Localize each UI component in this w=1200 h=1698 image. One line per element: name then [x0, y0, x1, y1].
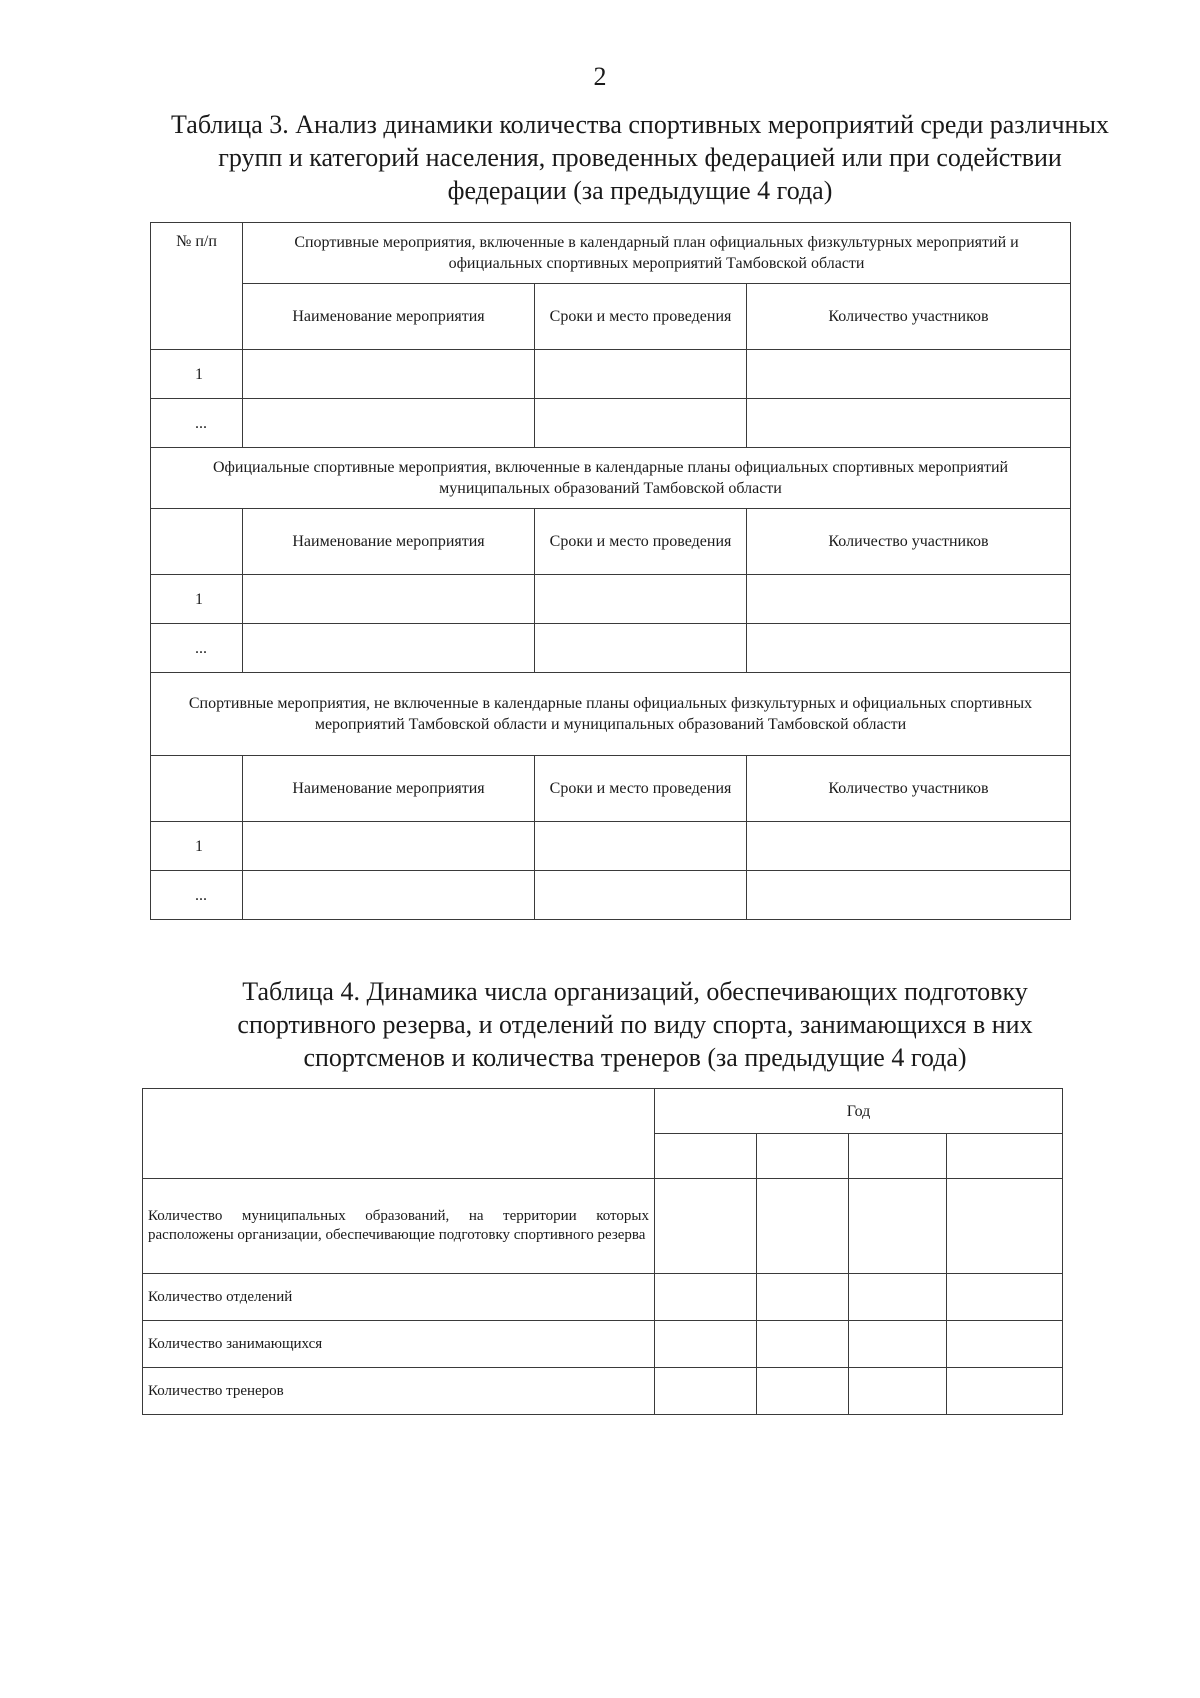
table-row: [143, 1274, 1063, 1321]
year-cell[interactable]: [947, 1134, 1063, 1179]
participants-cell[interactable]: [747, 575, 1071, 624]
event-name-cell[interactable]: [243, 350, 535, 399]
row-number: 1: [151, 575, 243, 624]
table-3-column-headers: [151, 756, 1071, 822]
table-row: [151, 350, 1071, 399]
value-cell[interactable]: [655, 1368, 757, 1415]
value-cell[interactable]: [655, 1321, 757, 1368]
col-header-time-place: Сроки и место проведения: [535, 509, 747, 575]
table-3-caption: Таблица 3. Анализ динамики количества спортивных мероприятий среди различных групп и категорий населения, проведенных федерацией или при содействии федерации (за предыдущие 4 года): [171, 110, 1109, 205]
event-name-cell[interactable]: [243, 575, 535, 624]
value-cell[interactable]: [849, 1274, 947, 1321]
value-cell[interactable]: [849, 1321, 947, 1368]
col-header-participants: Количество участников: [747, 509, 1071, 575]
year-cell[interactable]: [655, 1134, 757, 1179]
time-place-cell[interactable]: [535, 575, 747, 624]
table-row: [151, 822, 1071, 871]
value-cell[interactable]: [757, 1179, 849, 1274]
row-label-coaches: Количество тренеров: [143, 1368, 655, 1415]
table-row: [151, 399, 1071, 448]
time-place-cell[interactable]: [535, 350, 747, 399]
table-3-section-2-header: [151, 448, 1071, 509]
year-cell[interactable]: [849, 1134, 947, 1179]
col-header-participants: Количество участников: [747, 756, 1071, 822]
value-cell[interactable]: [849, 1179, 947, 1274]
participants-cell[interactable]: [747, 871, 1071, 920]
value-cell[interactable]: [947, 1274, 1063, 1321]
col-header-time-place: Сроки и место проведения: [535, 284, 747, 350]
row-number: ...: [151, 399, 243, 448]
col-header-name: Наименование мероприятия: [243, 756, 535, 822]
time-place-cell[interactable]: [535, 624, 747, 673]
table-3: [150, 222, 1071, 920]
value-cell[interactable]: [757, 1368, 849, 1415]
col-header-participants: Количество участников: [747, 284, 1071, 350]
participants-cell[interactable]: [747, 822, 1071, 871]
row-label-municipalities: Количество муниципальных образований, на территории которых расположены организации, обеспечивающие подготовку спортивного резерва: [143, 1179, 655, 1274]
value-cell[interactable]: [947, 1368, 1063, 1415]
time-place-cell[interactable]: [535, 822, 747, 871]
empty-num-cell: [151, 509, 243, 575]
table-4-caption: Таблица 4. Динамика числа организаций, обеспечивающих подготовку спортивного резерва, и отделений по виду спорта, занимающихся в них спортсменов и количества тренеров (за предыдущие 4 года): [237, 977, 1033, 1072]
section-1-title: Спортивные мероприятия, включенные в календарный план официальных физкультурных мероприятий и официальных спортивных мероприятий Тамбовской области: [243, 223, 1071, 284]
value-cell[interactable]: [655, 1274, 757, 1321]
year-header: Год: [655, 1089, 1063, 1134]
col-header-name: Наименование мероприятия: [243, 284, 535, 350]
table-3-section-3-header: [151, 673, 1071, 756]
col-header-time-place: Сроки и место проведения: [535, 756, 747, 822]
value-cell[interactable]: [757, 1274, 849, 1321]
year-cell[interactable]: [757, 1134, 849, 1179]
page-number: 2: [593, 62, 607, 91]
event-name-cell[interactable]: [243, 624, 535, 673]
table-4-year-header: [143, 1089, 1063, 1134]
value-cell[interactable]: [655, 1179, 757, 1274]
time-place-cell[interactable]: [535, 399, 747, 448]
col-header-name: Наименование мероприятия: [243, 509, 535, 575]
row-label-participants: Количество занимающихся: [143, 1321, 655, 1368]
value-cell[interactable]: [849, 1368, 947, 1415]
time-place-cell[interactable]: [535, 871, 747, 920]
participants-cell[interactable]: [747, 624, 1071, 673]
table-3-column-headers: [151, 284, 1071, 350]
event-name-cell[interactable]: [243, 399, 535, 448]
table-row: [151, 624, 1071, 673]
event-name-cell[interactable]: [243, 871, 535, 920]
row-number: ...: [151, 871, 243, 920]
table-row: [151, 575, 1071, 624]
row-number: ...: [151, 624, 243, 673]
value-cell[interactable]: [757, 1321, 849, 1368]
event-name-cell[interactable]: [243, 822, 535, 871]
row-number: 1: [151, 822, 243, 871]
participants-cell[interactable]: [747, 399, 1071, 448]
table-4: [142, 1088, 1063, 1415]
table-3-section-1-header: [151, 223, 1071, 284]
participants-cell[interactable]: [747, 350, 1071, 399]
row-label-departments: Количество отделений: [143, 1274, 655, 1321]
row-number: 1: [151, 350, 243, 399]
value-cell[interactable]: [947, 1321, 1063, 1368]
table-3-column-headers: [151, 509, 1071, 575]
empty-corner-cell: [143, 1089, 655, 1179]
section-3-title: Спортивные мероприятия, не включенные в календарные планы официальных физкультурных и официальных спортивных мероприятий Тамбовской области и муниципальных образований Тамбовской области: [151, 673, 1071, 756]
num-header-cell: № п/п: [151, 223, 243, 350]
value-cell[interactable]: [947, 1179, 1063, 1274]
section-2-title: Официальные спортивные мероприятия, включенные в календарные планы официальных спортивных мероприятий муниципальных образований Тамбовской области: [151, 448, 1071, 509]
table-row: [143, 1321, 1063, 1368]
empty-num-cell: [151, 756, 243, 822]
table-row: [143, 1368, 1063, 1415]
table-row: [143, 1179, 1063, 1274]
table-row: [151, 871, 1071, 920]
